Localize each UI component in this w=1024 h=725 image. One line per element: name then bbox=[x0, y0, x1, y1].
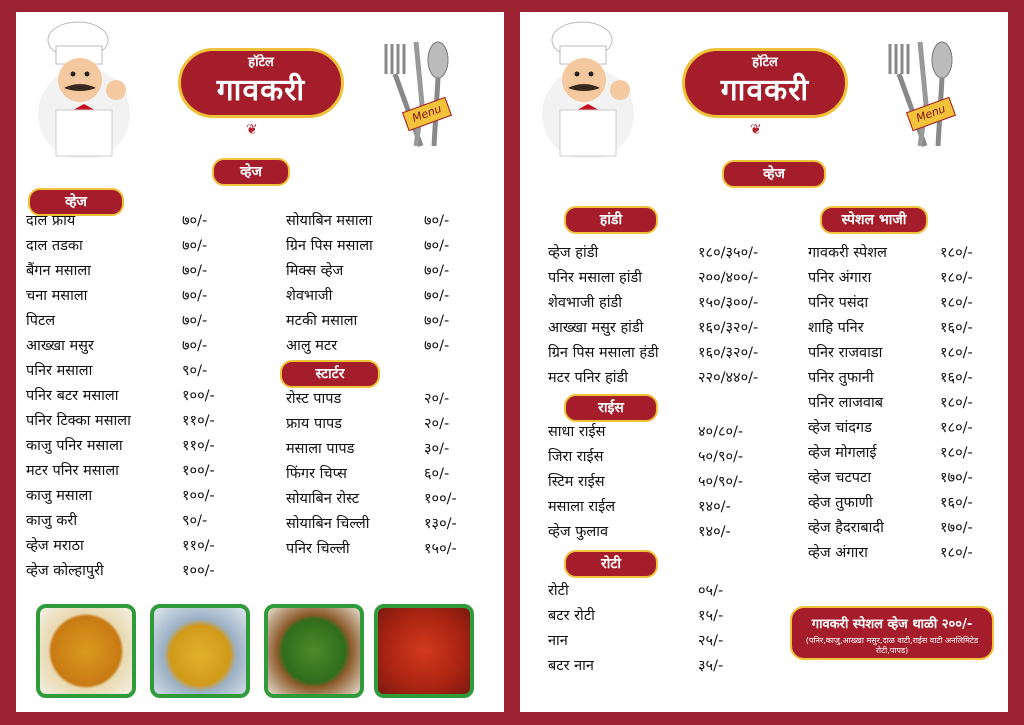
menu-item bbox=[548, 241, 798, 266]
menu-tag: Menu bbox=[906, 97, 956, 132]
ornament-icon: ❦ bbox=[246, 122, 258, 138]
menu-item bbox=[26, 409, 246, 434]
menu-item-name: बटर रोटी bbox=[548, 608, 595, 624]
menu-item-price: ७०/- bbox=[424, 213, 450, 229]
menu-item-name: गावकरी स्पेशल bbox=[808, 245, 887, 261]
menu-item-price: १८०/- bbox=[940, 545, 973, 561]
menu-item-name: सोयाबिन रोस्ट bbox=[286, 491, 360, 507]
chef-illustration bbox=[530, 18, 648, 158]
menu-item bbox=[548, 366, 798, 391]
menu-item-name: दाल फ्राय bbox=[26, 213, 76, 229]
menu-item bbox=[26, 359, 246, 384]
menu-item-price: ७०/- bbox=[182, 338, 208, 354]
section-title-veg: व्हेज bbox=[28, 188, 124, 216]
menu-item-price: १००/- bbox=[182, 388, 215, 404]
menu-item-name: व्हेज अंगारा bbox=[808, 545, 868, 561]
menu-item-price: ७०/- bbox=[424, 238, 450, 254]
menu-item-price: ७०/- bbox=[182, 288, 208, 304]
menu-item-price: १५०/३००/- bbox=[698, 295, 759, 311]
menu-item-name: शेवभाजी bbox=[286, 288, 333, 304]
menu-item-name: व्हेज हैदराबादी bbox=[808, 520, 884, 536]
menu-item bbox=[286, 437, 486, 462]
menu-item-name: शाहि पनिर bbox=[808, 320, 864, 336]
menu-item-name: पनिर चिल्ली bbox=[286, 541, 350, 557]
menu-item-price: १००/- bbox=[182, 488, 215, 504]
menu-item bbox=[808, 291, 998, 316]
menu-item-name: बैंगन मसाला bbox=[26, 263, 91, 279]
menu-item bbox=[808, 241, 998, 266]
menu-item-name: पनिर मसाला bbox=[26, 363, 93, 379]
menu-item-price: २००/४००/- bbox=[698, 270, 759, 286]
menu-item-name: पनिर मसाला हांडी bbox=[548, 270, 642, 286]
menu-item-name: रोटी bbox=[548, 583, 569, 599]
menu-item-price: १६०/३२०/- bbox=[698, 345, 759, 361]
handi-list bbox=[548, 241, 798, 391]
menu-item bbox=[548, 266, 798, 291]
menu-item-name: व्हेज कोल्हापुरी bbox=[26, 563, 104, 579]
logo-name: गावकरी bbox=[720, 73, 810, 108]
logo-prefix: हॉटेल bbox=[248, 55, 274, 70]
menu-item-price: ११०/- bbox=[182, 413, 215, 429]
menu-item-price: १३०/- bbox=[424, 516, 457, 532]
menu-item bbox=[808, 416, 998, 441]
menu-item-price: ७०/- bbox=[182, 263, 208, 279]
special-list bbox=[808, 241, 998, 566]
menu-item-name: फिंगर चिप्स bbox=[286, 466, 347, 482]
menu-item-name: आख्खा मसुर हांडी bbox=[548, 320, 644, 336]
menu-item-price: ०५/- bbox=[698, 583, 724, 599]
menu-tag: Menu bbox=[402, 97, 452, 132]
menu-item-name: पनिर बटर मसाला bbox=[26, 388, 119, 404]
menu-item bbox=[548, 629, 798, 654]
menu-item-name: मटकी मसाला bbox=[286, 313, 358, 329]
menu-item-name: काजु करी bbox=[26, 513, 78, 529]
menu-item-price: ५०/९०/- bbox=[698, 449, 744, 465]
menu-item-price: २२०/४४०/- bbox=[698, 370, 759, 386]
menu-item bbox=[548, 420, 798, 445]
menu-item-price: ६०/- bbox=[424, 466, 450, 482]
menu-item-name: आख्खा मसुर bbox=[26, 338, 94, 354]
menu-item-price: ७०/- bbox=[424, 263, 450, 279]
menu-item bbox=[286, 512, 486, 537]
thali-title: गावकरी स्पेशल व्हेज थाळी २००/- bbox=[811, 617, 973, 632]
menu-item-price: २०/- bbox=[424, 391, 450, 407]
menu-item-price: ९०/- bbox=[182, 363, 208, 379]
menu-item bbox=[26, 334, 246, 359]
section-title-rice: राईस bbox=[564, 394, 658, 422]
menu-item-name: पनिर टिक्का मसाला bbox=[26, 413, 131, 429]
menu-item bbox=[26, 434, 246, 459]
rice-list bbox=[548, 420, 798, 545]
menu-item-name: सोयाबिन चिल्ली bbox=[286, 516, 370, 532]
food-photo-dal-tadka bbox=[150, 604, 250, 698]
menu-item-price: ७०/- bbox=[424, 338, 450, 354]
menu-item-price: ७०/- bbox=[182, 213, 208, 229]
menu-item-price: ७०/- bbox=[182, 238, 208, 254]
food-photo-green-peas bbox=[264, 604, 364, 698]
ornament-icon: ❦ bbox=[750, 122, 762, 138]
menu-item bbox=[26, 509, 246, 534]
menu-item-price: १७०/- bbox=[940, 520, 973, 536]
menu-item-name: स्टिम राईस bbox=[548, 474, 605, 490]
menu-item-price: ११०/- bbox=[182, 438, 215, 454]
menu-item-price: १८०/- bbox=[940, 245, 973, 261]
menu-item-price: ११०/- bbox=[182, 538, 215, 554]
menu-item-name: नान bbox=[548, 633, 568, 649]
menu-item-name: पनिर राजवाडा bbox=[808, 345, 883, 361]
menu-item-name: मटर पनिर मसाला bbox=[26, 463, 119, 479]
menu-item-price: १६०/- bbox=[940, 320, 973, 336]
menu-item bbox=[26, 384, 246, 409]
menu-item bbox=[808, 516, 998, 541]
menu-item-price: ३०/- bbox=[424, 441, 450, 457]
menu-item bbox=[286, 412, 486, 437]
menu-item bbox=[548, 316, 798, 341]
menu-item bbox=[808, 491, 998, 516]
food-photo-paneer bbox=[374, 604, 474, 698]
menu-item-price: २०/- bbox=[424, 416, 450, 432]
menu-item-price: १००/- bbox=[424, 491, 457, 507]
cutlery-icon bbox=[376, 34, 456, 154]
menu-item bbox=[808, 541, 998, 566]
menu-item bbox=[548, 520, 798, 545]
cutlery-icon bbox=[880, 34, 960, 154]
menu-item bbox=[26, 309, 246, 334]
menu-item bbox=[548, 579, 798, 604]
starter-list bbox=[286, 387, 486, 562]
menu-item bbox=[808, 466, 998, 491]
chef-illustration bbox=[26, 18, 144, 158]
menu-item bbox=[548, 291, 798, 316]
menu-item-name: पनिर अंगारा bbox=[808, 270, 872, 286]
menu-item-price: १४०/- bbox=[698, 524, 731, 540]
special-thali-banner bbox=[790, 606, 994, 660]
menu-item bbox=[26, 284, 246, 309]
menu-item-name: व्हेज तुफाणी bbox=[808, 495, 873, 511]
menu-item-price: ३५/- bbox=[698, 658, 724, 674]
menu-page-right bbox=[520, 12, 1008, 712]
menu-item-name: मटर पनिर हांडी bbox=[548, 370, 629, 386]
menu-item-name: आलु मटर bbox=[286, 338, 338, 354]
roti-list bbox=[548, 579, 798, 679]
veg-list-2 bbox=[286, 209, 486, 359]
menu-item-name: सोयाबिन मसाला bbox=[286, 213, 373, 229]
menu-item bbox=[26, 559, 246, 584]
menu-item-name: शेवभाजी हांडी bbox=[548, 295, 622, 311]
menu-item bbox=[548, 445, 798, 470]
menu-item-name: चना मसाला bbox=[26, 288, 88, 304]
section-title-handi: हांडी bbox=[564, 206, 658, 234]
menu-item bbox=[548, 654, 798, 679]
menu-item-price: ७०/- bbox=[424, 313, 450, 329]
menu-item-name: व्हेज मराठा bbox=[26, 538, 84, 554]
menu-item bbox=[26, 259, 246, 284]
menu-item-name: दाल तडका bbox=[26, 238, 83, 254]
menu-item bbox=[286, 462, 486, 487]
menu-item-name: काजु मसाला bbox=[26, 488, 93, 504]
menu-item-price: १८०/- bbox=[940, 270, 973, 286]
menu-item bbox=[286, 487, 486, 512]
hotel-logo bbox=[682, 40, 848, 138]
menu-item bbox=[286, 284, 486, 309]
menu-item bbox=[808, 441, 998, 466]
menu-item bbox=[26, 534, 246, 559]
logo-name: गावकरी bbox=[216, 73, 306, 108]
menu-item-name: बटर नान bbox=[548, 658, 594, 674]
menu-item-name: व्हेज चटपटा bbox=[808, 470, 872, 486]
menu-item-price: १५०/- bbox=[424, 541, 457, 557]
menu-item-price: ५०/९०/- bbox=[698, 474, 744, 490]
menu-item bbox=[808, 391, 998, 416]
menu-item-name: व्हेज हांडी bbox=[548, 245, 599, 261]
menu-item bbox=[286, 537, 486, 562]
menu-item-name: व्हेज मोगलाई bbox=[808, 445, 877, 461]
menu-item-name: ग्रिन पिस मसाला bbox=[286, 238, 373, 254]
section-title-roti: रोटी bbox=[564, 550, 658, 578]
menu-item bbox=[548, 495, 798, 520]
menu-item bbox=[286, 209, 486, 234]
menu-item bbox=[26, 459, 246, 484]
menu-item bbox=[286, 259, 486, 284]
menu-item-name: व्हेज चांदगड bbox=[808, 420, 872, 436]
thali-description: (पनिर,काजु,आख्खा मसुर,दाळ वाटी,राईस वाटी अनलिमिटेड रोटी,पापड) bbox=[805, 636, 979, 655]
veg-list-items bbox=[26, 209, 246, 584]
menu-item-name: जिरा राईस bbox=[548, 449, 604, 465]
menu-item-price: १५/- bbox=[698, 608, 724, 624]
menu-item-name: मिक्स व्हेज bbox=[286, 263, 344, 279]
menu-item-price: १६०/- bbox=[940, 495, 973, 511]
menu-item-price: ७०/- bbox=[182, 313, 208, 329]
menu-item-price: १७०/- bbox=[940, 470, 973, 486]
menu-item bbox=[548, 604, 798, 629]
menu-item-price: १४०/- bbox=[698, 499, 731, 515]
menu-item-price: ४०/८०/- bbox=[698, 424, 744, 440]
menu-page-left bbox=[16, 12, 504, 712]
menu-item-price: १८०/३५०/- bbox=[698, 245, 759, 261]
menu-item-name: मसाला पापड bbox=[286, 441, 355, 457]
menu-item-name: व्हेज फुलाव bbox=[548, 524, 609, 540]
menu-item bbox=[26, 234, 246, 259]
menu-item-price: १००/- bbox=[182, 563, 215, 579]
logo-prefix: हॉटेल bbox=[752, 55, 778, 70]
menu-item-price: ९०/- bbox=[182, 513, 208, 529]
menu-item bbox=[286, 387, 486, 412]
main-heading-veg: व्हेज bbox=[722, 160, 826, 188]
menu-item-price: २५/- bbox=[698, 633, 724, 649]
section-title-starter: स्टार्टर bbox=[280, 360, 380, 388]
menu-item bbox=[26, 484, 246, 509]
menu-item-name: काजु पनिर मसाला bbox=[26, 438, 123, 454]
section-title-special: स्पेशल भाजी bbox=[820, 206, 928, 234]
menu-item bbox=[286, 234, 486, 259]
menu-item-price: १६०/३२०/- bbox=[698, 320, 759, 336]
menu-item bbox=[808, 266, 998, 291]
menu-item-name: रोस्ट पापड bbox=[286, 391, 342, 407]
menu-item bbox=[286, 309, 486, 334]
menu-item-name: फ्राय पापड bbox=[286, 416, 342, 432]
menu-item-price: १८०/- bbox=[940, 395, 973, 411]
hotel-logo bbox=[178, 40, 344, 138]
menu-item bbox=[808, 366, 998, 391]
menu-item bbox=[26, 209, 246, 234]
menu-item-price: १८०/- bbox=[940, 295, 973, 311]
menu-item bbox=[548, 470, 798, 495]
menu-item-price: १८०/- bbox=[940, 345, 973, 361]
menu-item-name: साधा राईस bbox=[548, 424, 606, 440]
menu-item-name: पनिर तुफानी bbox=[808, 370, 874, 386]
menu-item-name: ग्रिन पिस मसाला हंडी bbox=[548, 345, 659, 361]
menu-item-name: पनिर पसंदा bbox=[808, 295, 869, 311]
menu-item-price: १८०/- bbox=[940, 420, 973, 436]
menu-item-price: १००/- bbox=[182, 463, 215, 479]
menu-item bbox=[808, 341, 998, 366]
menu-item-name: मसाला राईल bbox=[548, 499, 616, 515]
main-heading-veg: व्हेज bbox=[212, 158, 290, 186]
menu-item bbox=[808, 316, 998, 341]
menu-item-price: ७०/- bbox=[424, 288, 450, 304]
menu-item-price: १६०/- bbox=[940, 370, 973, 386]
menu-item-name: पिटल bbox=[26, 313, 56, 329]
food-photo-dal bbox=[36, 604, 136, 698]
menu-item-price: १८०/- bbox=[940, 445, 973, 461]
menu-item-name: पनिर लाजवाब bbox=[808, 395, 884, 411]
menu-item bbox=[286, 334, 486, 359]
menu-item bbox=[548, 341, 798, 366]
